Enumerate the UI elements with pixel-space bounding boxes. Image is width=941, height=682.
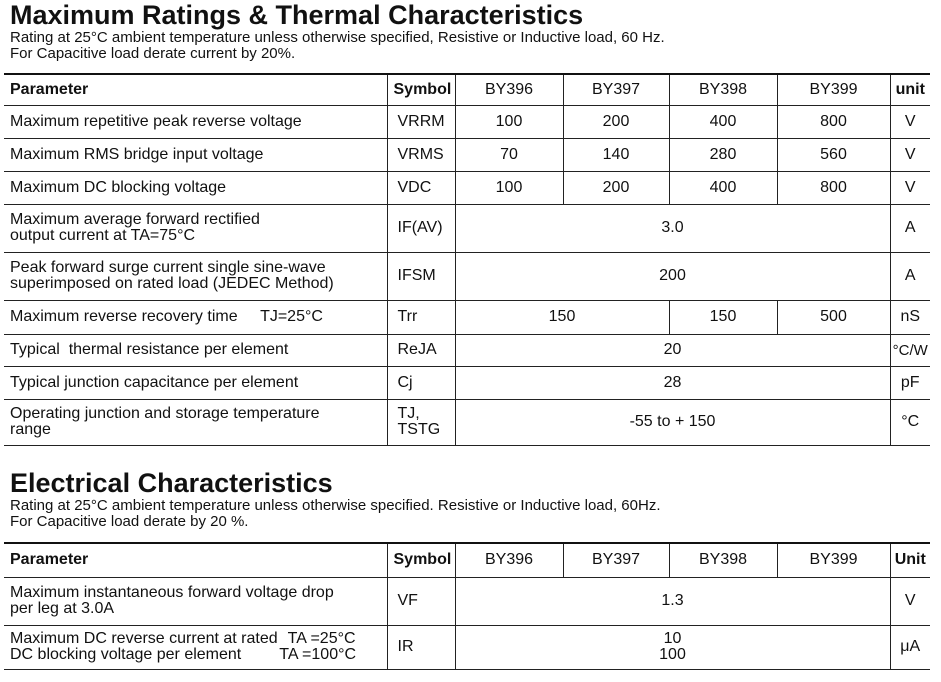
row-value: 150	[455, 300, 669, 334]
row-parameter-line1: Maximum DC reverse current at rated	[10, 630, 278, 647]
header-unit: unit	[890, 74, 930, 105]
row-parameter-line2: output current at TA=75°C	[10, 227, 196, 244]
row-parameter: Maximum DC blocking voltage	[4, 171, 387, 204]
row-value: 560	[777, 138, 890, 171]
table-row	[4, 334, 930, 366]
row-parameter-text: Maximum reverse recovery time	[10, 308, 238, 325]
row-symbol: IF(AV)	[387, 204, 455, 252]
row-parameter-line2: range	[10, 421, 51, 438]
row-value: 100	[455, 105, 563, 138]
table-row	[4, 171, 930, 204]
ratings-table	[4, 73, 930, 446]
row-parameter	[4, 252, 387, 300]
row-unit: nS	[890, 300, 930, 334]
row-value: 70	[455, 138, 563, 171]
row-unit: V	[890, 577, 930, 625]
row-value: 1.3	[455, 577, 890, 625]
header-unit: Unit	[890, 543, 930, 577]
header-parameter: Parameter	[4, 74, 387, 105]
ratings-note-line1: Rating at 25°C ambient temperature unless otherwise specified, Resistive or Inductive load, 60 Hz.	[10, 29, 665, 46]
row-symbol: Cj	[387, 366, 455, 399]
row-parameter-line1: Maximum average forward rectified	[10, 211, 260, 228]
row-value: 20	[455, 334, 890, 366]
table-row	[4, 138, 930, 171]
header-model: BY397	[563, 543, 669, 577]
table-row	[4, 300, 930, 334]
row-symbol: Trr	[387, 300, 455, 334]
row-symbol: VRMS	[387, 138, 455, 171]
row-symbol	[387, 399, 455, 445]
header-symbol: Symbol	[387, 543, 455, 577]
row-unit: A	[890, 204, 930, 252]
row-unit: V	[890, 138, 930, 171]
row-condition2: TA =100°C	[279, 646, 357, 663]
header-model: BY399	[777, 74, 890, 105]
row-parameter-line2: DC blocking voltage per element	[10, 646, 242, 663]
electrical-table	[4, 542, 930, 670]
electrical-note-line1: Rating at 25°C ambient temperature unless otherwise specified. Resistive or Inductive load, 60Hz.	[10, 497, 661, 514]
row-parameter: Typical thermal resistance per element	[4, 334, 387, 366]
row-unit: °C/W	[890, 334, 930, 366]
row-value: 3.0	[455, 204, 890, 252]
ratings-note-line2: For Capacitive load derate current by 20%.	[10, 45, 296, 62]
row-parameter	[4, 577, 387, 625]
row-value: 800	[777, 171, 890, 204]
row-symbol: VF	[387, 577, 455, 625]
row-value2: 100	[659, 646, 686, 663]
row-value: 400	[669, 105, 777, 138]
header-parameter: Parameter	[4, 543, 387, 577]
row-unit: μA	[890, 625, 930, 669]
row-value: 200	[563, 171, 669, 204]
electrical-section	[0, 468, 941, 670]
row-parameter-line2: superimposed on rated load (JEDEC Method)	[10, 275, 334, 292]
table-row	[4, 204, 930, 252]
row-parameter-line1-wrap	[10, 631, 381, 647]
row-value: 400	[669, 171, 777, 204]
header-model: BY396	[455, 74, 563, 105]
row-value1: 10	[663, 630, 682, 647]
table-row	[4, 105, 930, 138]
row-value: 200	[563, 105, 669, 138]
row-condition1: TA =25°C	[287, 630, 356, 647]
row-value: 140	[563, 138, 669, 171]
row-value	[455, 625, 890, 669]
row-symbol-line2: TSTG	[397, 421, 441, 438]
row-parameter	[4, 300, 387, 334]
row-symbol: VDC	[387, 171, 455, 204]
row-value: -55 to + 150	[455, 399, 890, 445]
header-model: BY396	[455, 543, 563, 577]
row-symbol: IFSM	[387, 252, 455, 300]
row-parameter-line2: per leg at 3.0A	[10, 600, 115, 617]
table-row	[4, 625, 930, 669]
row-value: 150	[669, 300, 777, 334]
row-parameter: Maximum RMS bridge input voltage	[4, 138, 387, 171]
row-parameter	[4, 399, 387, 445]
row-value: 200	[455, 252, 890, 300]
row-parameter: Typical junction capacitance per element	[4, 366, 387, 399]
row-symbol-line1: TJ,	[397, 405, 420, 422]
row-value: 500	[777, 300, 890, 334]
ratings-header-row	[4, 74, 930, 105]
row-unit: pF	[890, 366, 930, 399]
row-value: 280	[669, 138, 777, 171]
electrical-header-row	[4, 543, 930, 577]
electrical-title: Electrical Characteristics	[10, 468, 333, 498]
header-model: BY399	[777, 543, 890, 577]
row-parameter	[4, 625, 387, 669]
row-symbol: VRRM	[387, 105, 455, 138]
table-row	[4, 577, 930, 625]
header-symbol: Symbol	[387, 74, 455, 105]
row-parameter	[4, 204, 387, 252]
row-parameter-line2-wrap	[10, 647, 381, 663]
row-unit: V	[890, 105, 930, 138]
table-row	[4, 366, 930, 399]
row-value: 800	[777, 105, 890, 138]
row-parameter: Maximum repetitive peak reverse voltage	[4, 105, 387, 138]
row-value: 28	[455, 366, 890, 399]
header-model: BY398	[669, 74, 777, 105]
row-parameter-line1: Operating junction and storage temperature	[10, 405, 320, 422]
electrical-note-line2: For Capacitive load derate by 20 %.	[10, 513, 249, 530]
ratings-title: Maximum Ratings & Thermal Characteristics	[10, 0, 584, 30]
row-parameter-line1: Peak forward surge current single sine-wave	[10, 259, 326, 276]
row-parameter-line1: Maximum instantaneous forward voltage drop	[10, 584, 334, 601]
row-value: 100	[455, 171, 563, 204]
table-row	[4, 252, 930, 300]
row-symbol: ReJA	[387, 334, 455, 366]
row-condition: TJ=25°C	[260, 308, 323, 325]
header-model: BY398	[669, 543, 777, 577]
row-symbol: IR	[387, 625, 455, 669]
table-row	[4, 399, 930, 445]
row-unit: °C	[890, 399, 930, 445]
row-unit: V	[890, 171, 930, 204]
row-unit: A	[890, 252, 930, 300]
header-model: BY397	[563, 74, 669, 105]
